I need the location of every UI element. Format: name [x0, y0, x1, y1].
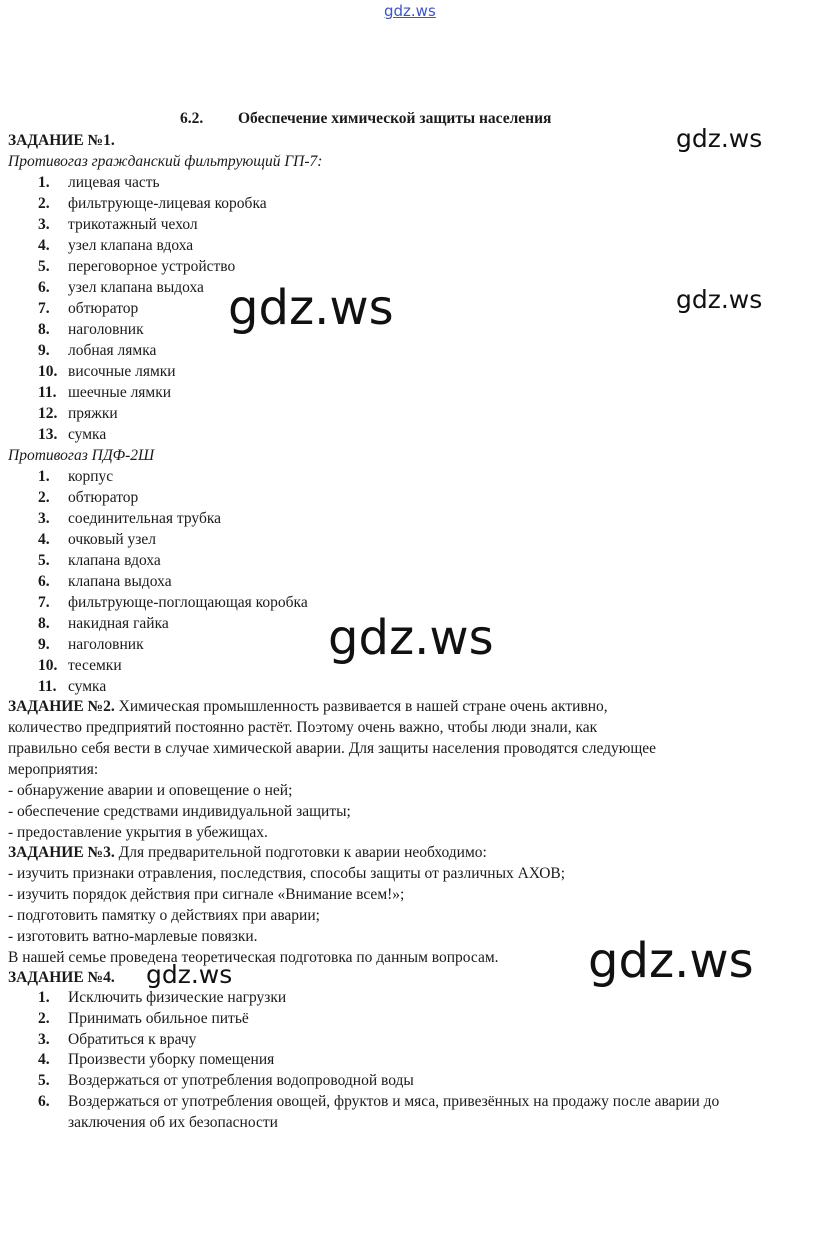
list-item	[8, 487, 773, 508]
list-item	[8, 361, 773, 382]
task2-first-line	[8, 696, 773, 717]
list-item	[8, 1071, 773, 1092]
paragraph-line: - изучить признаки отравления, последствия, способы защиты от различных АХОВ;	[8, 865, 566, 882]
item-number: 2.	[38, 489, 50, 506]
item-number: 13.	[38, 426, 58, 443]
watermark-small: gdz.ws	[146, 960, 233, 989]
item-text: Воздержаться от употребления водопроводной воды	[68, 1072, 414, 1090]
paragraph-line: - изучить порядок действия при сигнале «Внимание всем!»;	[8, 886, 405, 903]
list-item	[8, 382, 773, 403]
watermark-right-1: gdz.ws	[676, 124, 763, 153]
item-number: 10.	[38, 363, 58, 380]
list-item	[8, 592, 773, 613]
item-text: переговорное устройство	[68, 258, 236, 275]
list-item	[8, 571, 773, 592]
item-text: сумка	[68, 678, 107, 695]
item-number: 2.	[38, 195, 50, 212]
item-text: клапана вдоха	[68, 552, 161, 569]
paragraph-line: Химическая промышленность развивается в нашей стране очень активно,	[118, 698, 608, 715]
item-number: 4.	[38, 531, 50, 548]
paragraph-line: - подготовить памятку о действиях при аварии;	[8, 907, 320, 924]
task2-block	[8, 696, 773, 843]
item-text: обтюратор	[68, 300, 139, 317]
item-number: 6.	[38, 279, 50, 296]
list-item	[8, 655, 773, 676]
task3-label: ЗАДАНИЕ №3.	[8, 844, 115, 861]
item-text: очковый узел	[68, 531, 157, 548]
paragraph-line: мероприятия:	[8, 761, 99, 778]
section-number: 6.2.	[180, 110, 204, 127]
item-number: 4.	[38, 237, 50, 254]
list-item	[8, 340, 773, 361]
list-item	[8, 988, 773, 1009]
item-text: трикотажный чехол	[68, 216, 198, 233]
item-number: 5.	[38, 552, 50, 569]
list-item	[8, 1092, 773, 1134]
list-item	[8, 1050, 773, 1071]
task3-block	[8, 842, 773, 968]
item-number: 3.	[38, 216, 50, 233]
item-text: сумка	[68, 426, 107, 443]
item-number: 1.	[38, 989, 50, 1006]
item-text: лицевая часть	[68, 174, 160, 191]
item-text: Обратиться к врачу	[68, 1030, 197, 1048]
item-number: 11.	[38, 678, 57, 695]
task1-label: ЗАДАНИЕ №1.	[8, 132, 115, 149]
paragraph-line: правильно себя вести в случае химической аварии. Для защиты населения проводятся следующее	[8, 740, 657, 757]
list-item	[8, 193, 773, 214]
paragraph-line: В нашей семье проведена теоретическая подготовка по данным вопросам.	[8, 949, 499, 966]
item-text: клапана выдоха	[68, 573, 172, 590]
watermark-top-link[interactable]: gdz.ws	[384, 2, 436, 20]
item-text: тесемки	[68, 657, 122, 674]
paragraph-line: - предоставление укрытия в убежищах.	[8, 824, 268, 841]
list-item	[8, 676, 773, 697]
watermark-large-1: gdz.ws	[228, 280, 394, 336]
item-number: 3.	[38, 1030, 50, 1048]
list-item	[8, 508, 773, 529]
paragraph-line: Для предварительной подготовки к аварии необходимо:	[118, 844, 487, 861]
section-heading	[180, 110, 551, 128]
item-number: 11.	[38, 384, 57, 401]
item-number: 9.	[38, 342, 50, 359]
item-text: фильтрующе-лицевая коробка	[68, 195, 267, 212]
watermark-large-2: gdz.ws	[328, 610, 494, 666]
item-text: Произвести уборку помещения	[68, 1051, 275, 1069]
list-item	[8, 172, 773, 193]
item-number: 5.	[38, 1072, 50, 1090]
list-item	[8, 529, 773, 550]
item-number: 3.	[38, 510, 50, 527]
list-item	[8, 298, 773, 319]
section-title: Обеспечение химической защиты населения	[238, 110, 552, 127]
item-text: наголовник	[68, 636, 144, 653]
list-item	[8, 319, 773, 340]
item-number: 10.	[38, 657, 58, 674]
item-text: обтюратор	[68, 489, 139, 506]
paragraph-line: - обеспечение средствами индивидуальной защиты;	[8, 803, 351, 820]
item-text: узел клапана вдоха	[68, 237, 194, 254]
list-item	[8, 1009, 773, 1030]
item-text: фильтрующе-поглощающая коробка	[68, 594, 308, 611]
list-item	[8, 613, 773, 634]
list-item	[8, 403, 773, 424]
paragraph-line: - изготовить ватно-марлевые повязки.	[8, 928, 258, 945]
item-number: 4.	[38, 1051, 50, 1069]
item-number: 2.	[38, 1009, 50, 1027]
list-item	[8, 550, 773, 571]
list-item	[8, 424, 773, 445]
list-item	[8, 214, 773, 235]
item-number: 7.	[38, 594, 50, 611]
item-text: накидная гайка	[68, 615, 169, 632]
pdf2sh-title: Противогаз ПДФ-2Ш	[8, 447, 155, 464]
item-text: наголовник	[68, 321, 144, 338]
list-item	[8, 1030, 773, 1051]
watermark-right-2: gdz.ws	[676, 285, 763, 314]
item-number: 12.	[38, 405, 58, 422]
list-item	[8, 466, 773, 487]
paragraph-line: - обнаружение аварии и оповещение о ней;	[8, 782, 293, 799]
paragraph-line: количество предприятий постоянно растёт. Поэтому очень важно, чтобы люди знали, как	[8, 719, 598, 736]
gp7-title: Противогаз гражданский фильтрующий ГП-7:	[8, 153, 323, 170]
item-text: Принимать обильное питьё	[68, 1009, 249, 1027]
task1-block	[8, 130, 773, 697]
item-text: Воздержаться от употребления овощей, фруктов и мяса, привезённых на продажу после аварии до заключения об их безопасности	[68, 1092, 720, 1131]
item-text: корпус	[68, 468, 114, 485]
item-number: 9.	[38, 636, 50, 653]
task3-first-line	[8, 842, 773, 863]
list-item	[8, 277, 773, 298]
item-number: 8.	[38, 321, 50, 338]
item-text: пряжки	[68, 405, 118, 422]
item-number: 5.	[38, 258, 50, 275]
list-item	[8, 235, 773, 256]
item-text: височные лямки	[68, 363, 176, 380]
list-item	[8, 256, 773, 277]
task4-block	[8, 967, 773, 1134]
item-text: Исключить физические нагрузки	[68, 989, 287, 1006]
item-text: соединительная трубка	[68, 510, 222, 527]
item-number: 1.	[38, 174, 50, 191]
list-item	[8, 634, 773, 655]
item-number: 7.	[38, 300, 50, 317]
item-text: шеечные лямки	[68, 384, 172, 401]
item-number: 6.	[38, 1092, 50, 1110]
task2-label: ЗАДАНИЕ №2.	[8, 698, 115, 715]
task4-label: ЗАДАНИЕ №4.	[8, 969, 115, 986]
item-number: 6.	[38, 573, 50, 590]
watermark-large-3: gdz.ws	[588, 933, 754, 989]
item-number: 8.	[38, 615, 50, 632]
item-text: узел клапана выдоха	[68, 279, 204, 296]
item-text: лобная лямка	[68, 342, 157, 359]
item-number: 1.	[38, 468, 50, 485]
